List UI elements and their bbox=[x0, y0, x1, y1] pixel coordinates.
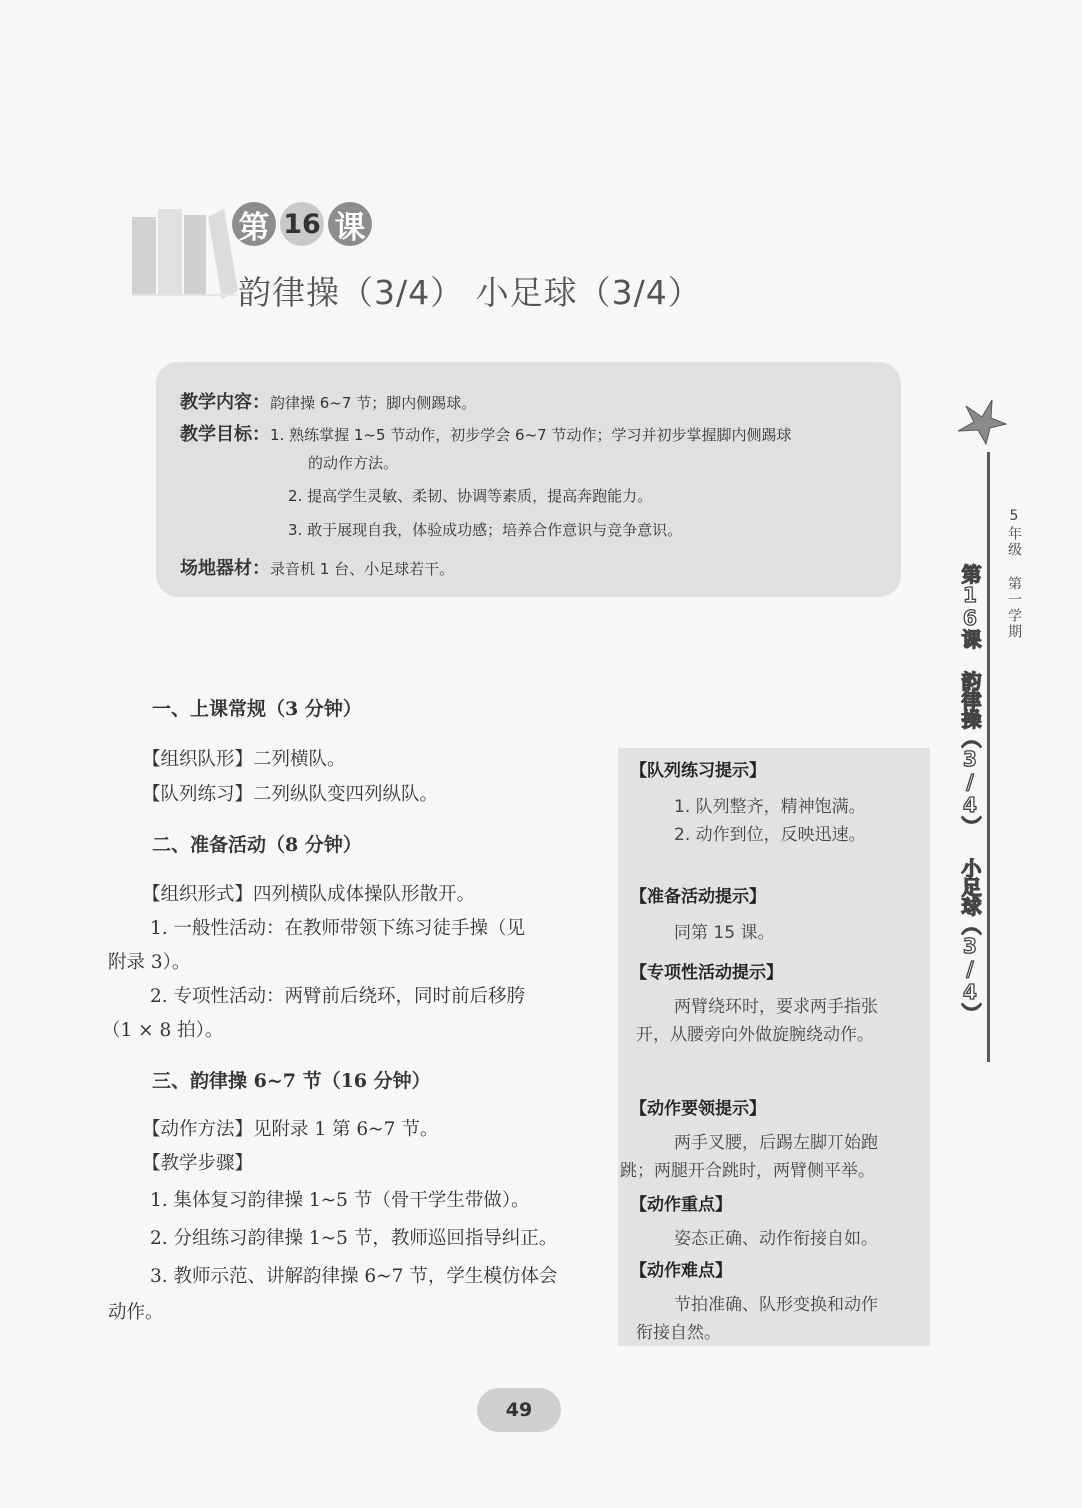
section-3-title: 三、韵律操 6~7 节（16 分钟） bbox=[152, 1070, 431, 1092]
tip-6-title: 【动作难点】 bbox=[630, 1261, 732, 1281]
lesson-title bbox=[232, 200, 372, 248]
sec2-para-2b: 附录 3）。 bbox=[108, 952, 191, 973]
sec3-para-3: 1. 集体复习韵律操 1~5 节（骨干学生带做）。 bbox=[150, 1190, 530, 1211]
tip-1-title: 【队列练习提示】 bbox=[630, 761, 766, 781]
tip-3-title: 【专项性活动提示】 bbox=[630, 963, 783, 983]
tips-box bbox=[618, 748, 930, 1346]
tip-4-line-1: 两手叉腰，后踢左脚丌始跑 bbox=[674, 1133, 878, 1153]
content-row bbox=[180, 388, 476, 414]
page-number: 49 bbox=[477, 1388, 561, 1432]
goal-1a: 1. 熟练掌握 1~5 节动作，初步学会 6~7 节动作；学习并初步掌握脚内侧踢球 bbox=[270, 426, 792, 444]
sec3-para-5a: 3. 教师示范、讲解韵律操 6~7 节，学生模仿体会 bbox=[150, 1266, 558, 1287]
star-icon bbox=[952, 398, 1008, 454]
lesson-number: 16 bbox=[280, 202, 324, 246]
sec3-para-1: 【动作方法】见附录 1 第 6~7 节。 bbox=[142, 1119, 439, 1140]
sec3-para-4: 2. 分组练习韵律操 1~5 节，教师巡回指导纠正。 bbox=[150, 1228, 558, 1249]
goal-3: 3. 敢于展现自我，体验成功感；培养合作意识与竞争意识。 bbox=[288, 521, 683, 539]
side-divider-line bbox=[987, 452, 990, 1062]
content-value: 韵律操 6~7 节；脚内侧踢球。 bbox=[270, 394, 477, 412]
tip-1-line-1: 1. 队列整齐，精神饱满。 bbox=[674, 797, 866, 817]
tip-1-line-2: 2. 动作到位，反映迅速。 bbox=[674, 825, 866, 845]
teaching-info-box bbox=[156, 362, 901, 597]
sec3-para-5b: 动作。 bbox=[108, 1302, 164, 1323]
tip-4-title: 【动作要领提示】 bbox=[630, 1099, 766, 1119]
tip-2-line-1: 同第 15 课。 bbox=[674, 923, 775, 943]
tip-6-line-2: 衔接自然。 bbox=[636, 1323, 721, 1343]
goals-row bbox=[180, 420, 791, 446]
lesson-suffix: 课 bbox=[328, 202, 372, 246]
tip-3-line-1: 两臂绕环时，要求两手指张 bbox=[674, 997, 878, 1017]
equip-value: 录音机 1 台、小足球若干。 bbox=[270, 560, 455, 578]
equip-row bbox=[180, 554, 454, 580]
sec2-para-3a: 2. 专项性活动：两臂前后绕环，同时前后移胯 bbox=[150, 986, 526, 1007]
section-2-title: 二、准备活动（8 分钟） bbox=[152, 834, 362, 856]
lesson-subtitle: 韵律操（3/4） 小足球（3/4） bbox=[238, 273, 702, 312]
section-1-title: 一、上课常规（3 分钟） bbox=[152, 698, 362, 720]
goal-2: 2. 提高学生灵敏、柔韧、协调等素质，提高奔跑能力。 bbox=[288, 487, 653, 505]
books-icon bbox=[128, 195, 238, 305]
tip-2-title: 【准备活动提示】 bbox=[630, 887, 766, 907]
sec2-para-2a: 1. 一般性活动：在教师带领下练习徒手操（见 bbox=[150, 918, 526, 939]
sec3-para-2: 【教学步骤】 bbox=[142, 1153, 254, 1174]
tip-5-title: 【动作重点】 bbox=[630, 1195, 732, 1215]
tip-3-line-2: 开，从腰旁向外做旋腕绕动作。 bbox=[636, 1025, 874, 1045]
sec1-para-1: 【组织队形】二列横队。 bbox=[142, 749, 346, 770]
goal-1b: 的动作方法。 bbox=[308, 454, 399, 472]
lesson-prefix: 第 bbox=[232, 202, 276, 246]
tip-4-line-2: 跳；两腿开合跳时，两臂侧平举。 bbox=[620, 1161, 875, 1181]
sec2-para-3b: （1 × 8 拍）。 bbox=[102, 1020, 224, 1041]
side-grade-label: 5年级 第一学期 bbox=[1006, 508, 1022, 640]
tip-6-line-1: 节拍准确、队形变换和动作 bbox=[674, 1295, 878, 1315]
sec2-para-1: 【组织形式】四列横队成体操队形散开。 bbox=[142, 884, 476, 905]
tip-5-line-1: 姿态正确、动作衔接自如。 bbox=[674, 1229, 878, 1249]
equip-key: 场地器材： bbox=[180, 558, 270, 579]
sec1-para-2: 【队列练习】二列纵队变四列纵队。 bbox=[142, 784, 439, 805]
side-lesson-label: 第16课 韵律操（3/4） 小足球（3/4） bbox=[958, 564, 982, 1022]
content-key: 教学内容： bbox=[180, 392, 270, 413]
goals-key: 教学目标： bbox=[180, 424, 270, 445]
